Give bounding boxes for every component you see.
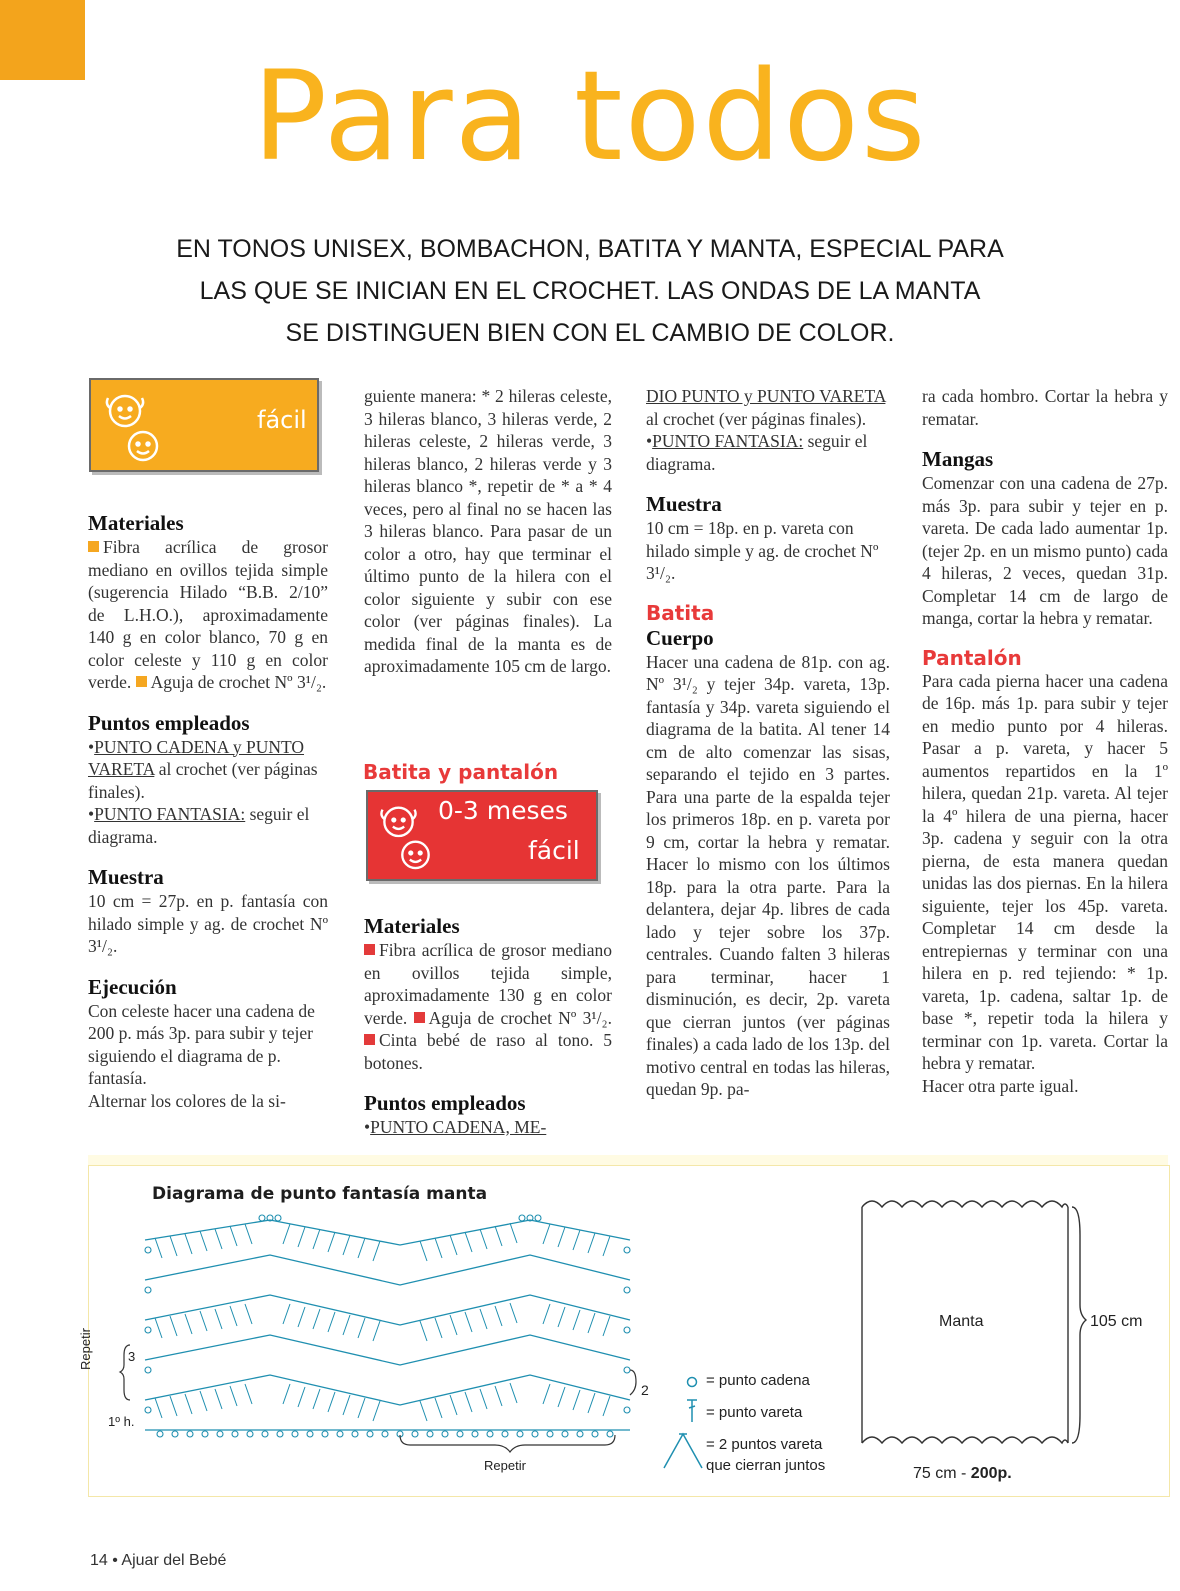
batita-heading: Batita: [646, 600, 715, 625]
repetir-vertical: Repetir: [78, 1328, 93, 1370]
materiales-heading: Materiales: [88, 511, 184, 535]
page-number: 14: [90, 1552, 108, 1569]
legend-decrease-2: que cierran juntos: [706, 1457, 826, 1474]
materiales-heading-2: Materiales: [364, 914, 460, 938]
column-2: guiente manera: * 2 hileras celeste, 3 hileras blanco, 3 hileras verde, 2 hileras celeste, 2 hileras verde, 3 hileras blanco, 2 hileras verde y 3 hileras blanco *, repetir de * a * 4 veces, pero al final no se hacen las 3 hileras blanco. Para pasar de un color a otro, hay que terminar el último punto de la hilera con el color siguiente y subir con ese color (ver páginas finales). La medida final de la manta es de aproximadamente 105 cm de largo.: [364, 386, 612, 676]
pantalon-heading: Pantalón: [922, 645, 1022, 670]
legend-chain: = punto cadena: [706, 1372, 810, 1389]
cuerpo-heading: Cuerpo: [646, 625, 714, 650]
column-3: DIO PUNTO y PUNTO VARETA al crochet (ver páginas finales). •PUNTO FANTASIA: seguir el diagrama. Muestra 10 cm = 18p. en p. vareta con hilado simple y ag. de crochet Nº 3¹/₂. Batita Cuerpo Hacer una cadena de 81p. con ag. Nº 3¹/₂ y tejer 34p. vareta, 13p. fantasía y 34p. vareta siguiendo el diagrama de la batita. Al tener 14 cm de alto comenzar las sisas, separando el tejido en 3 partes. Para una parte de la espalda tejer los primeros 18p. en p. vareta por 9 cm, cortar la hebra y rematar. Hacer lo mismo con los últimos 18p. para la otra parte. Para la delantera, dejar 4p. libres de cada lado y tejer sobre los 37p. centrales. Cuando falten 3 hileras para terminar, hacer 1 disminución, es decir, 2p. vareta que cierran juntos (ver páginas finales) a cada lado de los 13p. del motivo central en todas las hileras, quedan 9p. pa-: [646, 386, 890, 1099]
muestra-heading: Muestra: [88, 865, 164, 889]
link-punto-cadena-2[interactable]: PUNTO CADENA, ME-: [370, 1117, 547, 1137]
manta-height: 105 cm: [1090, 1313, 1143, 1330]
baby-faces-icon: [99, 386, 169, 466]
crochet-stitch-diagram: [100, 1210, 660, 1480]
bullet-square: [364, 1034, 375, 1045]
legend-decrease: = 2 puntos vareta: [706, 1436, 823, 1453]
publication-title: Ajuar del Bebé: [121, 1552, 227, 1569]
subtitle: EN TONOS UNISEX, BOMBACHON, BATITA Y MANTA, ESPECIAL PARA LAS QUE SE INICIAN EN EL CROCHET. LAS ONDAS DE LA MANTA SE DISTINGUEN BIEN CON EL CAMBIO DE COLOR.: [176, 235, 1004, 347]
column-2-lower: Materiales Fibra acrílica de grosor mediano en ovillos tejida simple, aproximadamente 130 g en color verde. Aguja de crochet Nº 3¹/₂. Cinta bebé de raso al tono. 5 botones. Puntos empleados •PUNTO CADENA, ME-: [364, 914, 612, 1137]
column-4: ra cada hombro. Cortar la hebra y rematar. Mangas Comenzar con una cadena de 27p. más 3p. para subir y tejer en p. vareta. De cada lado aumentar 1p. (tejer 2p. en un mismo punto) cada 4 hileras, 2 veces, quedan 31p. Completar 14 cm de largo de manga, cortar la hebra y rematar. Pantalón Para cada pierna hacer una cadena de 16p. más 1p. para subir y tejer en medio punto por 4 hileras. Pasar a p. vareta, y hacer 5 aumentos repartidos en la 1º hilera, quedan 21p. vareta. Al tejer la 4º hilera de una pierna, hacer 3p. cadena y seguir con la otra pierna, de esta manera quedan unidas las dos piernas. En la hilera siguiente, tejer los 45p. vareta. Completar 14 cm desde la entrepiernas y terminar con una hilera en p. red tejiendo: * 1p. vareta, 1p. cadena, saltar 1p. de base *, repetir toda la hilera y terminar con 1p. vareta. Cortar la hebra y rematar. Hacer otra parte igual.: [922, 386, 1168, 1096]
badge-label: fácil: [257, 406, 307, 434]
ejecucion-heading: Ejecución: [88, 974, 177, 999]
batita-pantalon-heading: Batita y pantalón: [363, 760, 559, 784]
repeat-count: 3: [128, 1349, 136, 1364]
bullet-square: [414, 1012, 425, 1023]
manta-width: 75 cm - 200p.: [913, 1465, 1012, 1482]
manta-label: Manta: [939, 1313, 984, 1330]
age-badge: [366, 790, 598, 881]
age-label: 0-3 meses: [438, 796, 568, 825]
bullet-square: [88, 541, 99, 552]
link-medio-punto[interactable]: DIO PUNTO y PUNTO VARETA: [646, 386, 886, 406]
link-punto-fantasia-2[interactable]: PUNTO FANTASIA:: [652, 431, 804, 451]
muestra-heading-2: Muestra: [646, 492, 722, 516]
chain-stitch-icon: [684, 1374, 700, 1390]
repetir-horizontal: Repetir: [484, 1458, 526, 1473]
difficulty-label: fácil: [528, 836, 580, 865]
mangas-heading: Mangas: [922, 447, 994, 471]
page-title: Para todos: [252, 45, 928, 189]
baby-faces-icon: [374, 796, 440, 876]
bullet-square: [364, 944, 375, 955]
vareta-stitch-icon: [684, 1398, 700, 1424]
page-footer: 14 • Ajuar del Bebé: [90, 1552, 227, 1569]
legend-vareta: = punto vareta: [706, 1404, 803, 1421]
puntos-heading: Puntos empleados: [88, 710, 250, 735]
first-row-label: 1º h.: [108, 1414, 135, 1429]
bullet-square: [136, 676, 147, 687]
link-punto-fantasia[interactable]: PUNTO FANTASIA:: [94, 804, 246, 824]
link-punto-cadena[interactable]: PUNTO CADENA y PUNTO VARETA: [88, 736, 305, 779]
column-1: Materiales Fibra acrílica de grosor mediano en ovillos tejida simple (sugerencia Hilado “B.B. 2/10” de L.H.O.), aproximadamente 140 g en color blanco, 70 g en color celeste y 110 g en color verde. Aguja de crochet Nº 3¹/₂. Puntos empleados •PUNTO CADENA y PUNTO VARETA al crochet (ver páginas finales). •PUNTO FANTASIA: seguir el diagrama. Muestra 10 cm = 27p. en p. fantasía con hilado simple y ag. de crochet Nº 3¹/₂. Ejecución Con celeste hacer una cadena de 200 p. más 3p. para subir y tejer siguiendo el diagrama de p. fantasía. Alternar los colores de la si-: [88, 511, 328, 1111]
diagram-title: Diagrama de punto fantasía manta: [152, 1184, 488, 1204]
difficulty-badge: [89, 378, 319, 472]
decrease-stitch-icon: [662, 1430, 704, 1470]
puntos-heading-2: Puntos empleados: [364, 1091, 526, 1115]
row-two-label: 2: [641, 1382, 649, 1398]
